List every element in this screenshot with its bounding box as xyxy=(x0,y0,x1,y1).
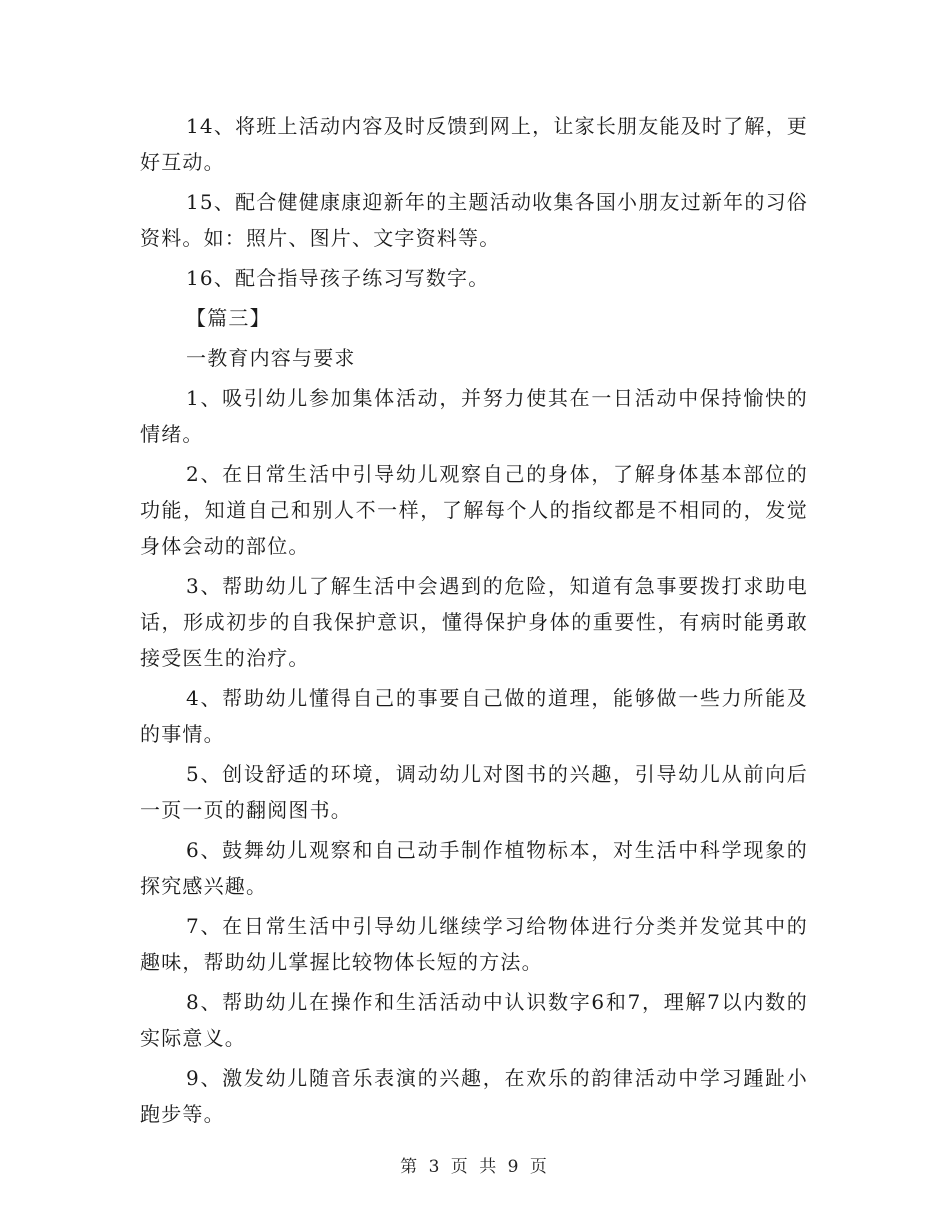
paragraph-1: 1、吸引幼儿参加集体活动，并努力使其在一日活动中保持愉快的情绪。 xyxy=(140,386,808,446)
page-number: 第 3 页 共 9 页 xyxy=(400,1157,550,1177)
paragraph-6: 6、鼓舞幼儿观察和自己动手制作植物标本，对生活中科学现象的探究感兴趣。 xyxy=(140,838,808,898)
subsection-heading: 一教育内容与要求 xyxy=(186,346,356,370)
document-body xyxy=(140,108,808,1136)
paragraph-9: 9、激发幼儿随音乐表演的兴趣，在欢乐的韵律活动中学习踵趾小跑步等。 xyxy=(140,1066,808,1126)
paragraph-14: 14、将班上活动内容及时反馈到网上，让家长朋友能及时了解，更好互动。 xyxy=(140,114,808,174)
paragraph-8: 8、帮助幼儿在操作和生活活动中认识数字6和7，理解7以内数的实际意义。 xyxy=(140,990,808,1050)
section-heading: 【篇三】 xyxy=(186,306,271,330)
paragraph-16: 16、配合指导孩子练习写数字。 xyxy=(186,266,490,290)
paragraph-5: 5、创设舒适的环境，调动幼儿对图书的兴趣，引导幼儿从前向后一页一页的翻阅图书。 xyxy=(140,762,808,822)
paragraph-4: 4、帮助幼儿懂得自己的事要自己做的道理，能够做一些力所能及的事情。 xyxy=(140,686,808,746)
paragraph-3: 3、帮助幼儿了解生活中会遇到的危险，知道有急事要拨打求助电话，形成初步的自我保护意识，懂得保护身体的重要性，有病时能勇敢接受医生的治疗。 xyxy=(140,574,808,670)
page-footer xyxy=(0,1152,950,1177)
paragraph-7: 7、在日常生活中引导幼儿继续学习给物体进行分类并发觉其中的趣味，帮助幼儿掌握比较物体长短的方法。 xyxy=(140,914,808,974)
paragraph-15: 15、配合健健康康迎新年的主题活动收集各国小朋友过新年的习俗资料。如：照片、图片、文字资料等。 xyxy=(140,190,808,250)
paragraph-2: 2、在日常生活中引导幼儿观察自己的身体，了解身体基本部位的功能，知道自己和别人不一样，了解每个人的指纹都是不相同的，发觉身体会动的部位。 xyxy=(140,462,808,558)
